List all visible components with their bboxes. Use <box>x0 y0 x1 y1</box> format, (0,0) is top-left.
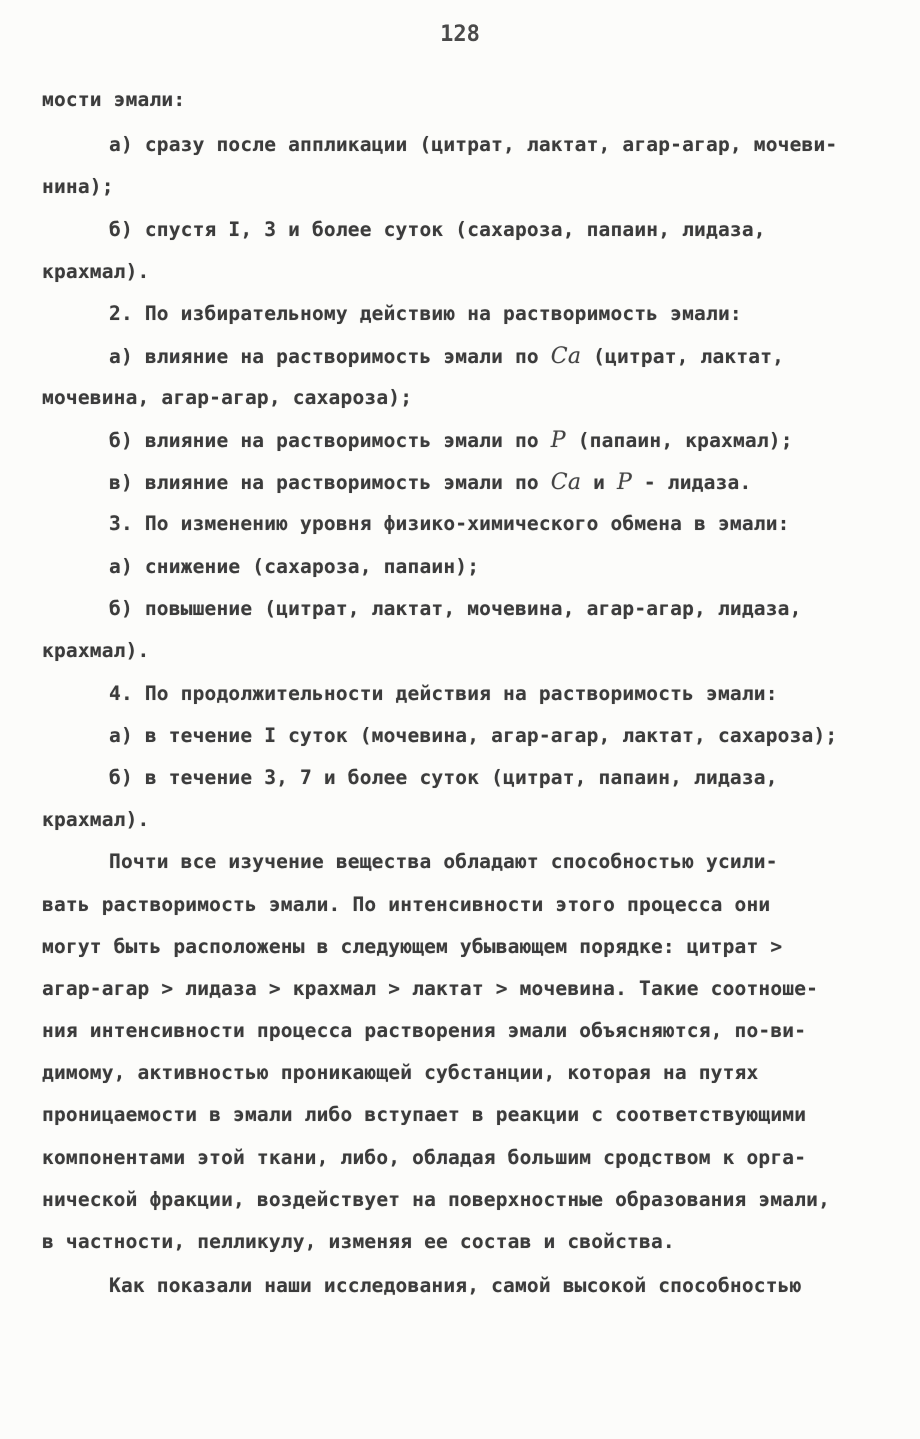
page-number: 128 <box>440 22 480 47</box>
text-line: 4. По продолжительности действия на растворимость эмали: <box>109 682 778 705</box>
text-line: проницаемости в эмали либо вступает в реакции с соответствующими <box>42 1103 807 1126</box>
text-line: а) снижение (сахароза, папаин); <box>109 555 480 578</box>
text-line: нической фракции, воздействует на поверхностные образования эмали, <box>42 1188 831 1211</box>
text-fragment: б) влияние на растворимость эмали по <box>109 429 551 452</box>
text-line: б) в течение 3, 7 и более суток (цитрат, папаин, лидаза, <box>109 766 778 789</box>
text-line: а) сразу после аппликации (цитрат, лактат, агар-агар, мочеви- <box>109 133 838 156</box>
handwritten-symbol: Ca <box>550 470 582 495</box>
text-fragment: в) влияние на растворимость эмали по <box>109 471 551 494</box>
text-line: мости эмали: <box>42 88 186 111</box>
text-fragment: и <box>581 471 617 494</box>
text-line: 2. По избирательному действию на растворимость эмали: <box>109 302 742 325</box>
text-line: мочевина, агар-агар, сахароза); <box>42 386 413 409</box>
text-line-with-symbol <box>109 344 784 369</box>
text-line: Как показали наши исследования, самой высокой способностью <box>109 1274 802 1297</box>
handwritten-symbol: P <box>616 470 632 495</box>
text-line: Почти все изучение вещества обладают способностью усили- <box>109 850 778 873</box>
text-fragment: (папаин, крахмал); <box>565 429 793 452</box>
text-fragment: а) влияние на растворимость эмали по <box>109 345 551 368</box>
text-line-with-symbol <box>109 428 793 453</box>
handwritten-symbol: P <box>550 428 566 453</box>
text-line: б) повышение (цитрат, лактат, мочевина, агар-агар, лидаза, <box>109 597 802 620</box>
text-line: компонентами этой ткани, либо, обладая большим сродством к орга- <box>42 1146 807 1169</box>
text-line: ния интенсивности процесса растворения эмали объясняются, по-ви- <box>42 1019 807 1042</box>
text-line: б) спустя I, 3 и более суток (сахароза, папаин, лидаза, <box>109 218 766 241</box>
text-line: агар-агар > лидаза > крахмал > лактат > мочевина. Такие соотноше- <box>42 977 819 1000</box>
text-line: нина); <box>42 175 114 198</box>
text-line: могут быть расположены в следующем убывающем порядке: цитрат > <box>42 935 783 958</box>
text-line: крахмал). <box>42 639 150 662</box>
text-line: димому, активностью проникающей субстанции, которая на путях <box>42 1061 759 1084</box>
text-line: крахмал). <box>42 260 150 283</box>
text-fragment: (цитрат, лактат, <box>581 345 785 368</box>
handwritten-symbol: Ca <box>550 344 582 369</box>
text-line-with-symbol <box>109 470 751 495</box>
text-fragment: - лидаза. <box>631 471 752 494</box>
text-line: вать растворимость эмали. По интенсивности этого процесса они <box>42 893 771 916</box>
text-line: 3. По изменению уровня физико-химического обмена в эмали: <box>109 512 790 535</box>
text-line: а) в течение I суток (мочевина, агар-агар, лактат, сахароза); <box>109 724 838 747</box>
text-line: в частности, пелликулу, изменяя ее состав и свойства. <box>42 1230 675 1253</box>
text-line: крахмал). <box>42 808 150 831</box>
